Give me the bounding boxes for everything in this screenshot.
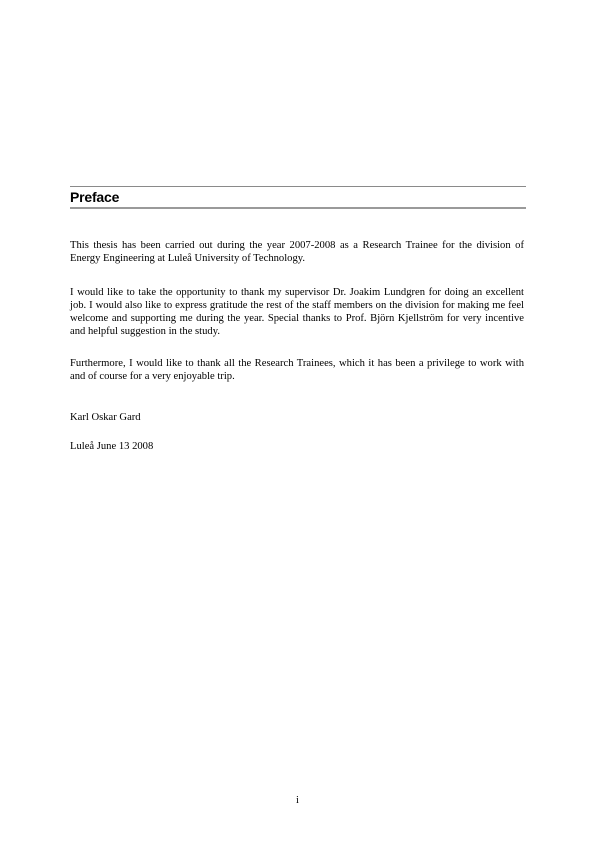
page-number: i bbox=[296, 795, 299, 806]
paragraph-acknowledgement: I would like to take the opportunity to thank my supervisor Dr. Joakim Lundgren for doing an excellent job. I would also like to express gratitude the rest of the staff members on the division for making me feel welcome and supporting me during the year. Special thanks to Prof. Björn Kjellström for very incentive and helpful suggestion in the study. bbox=[70, 287, 524, 337]
paragraph-intro: This thesis has been carried out during the year 2007-2008 as a Research Trainee for the division of Energy Engineering at Luleå University of Technology. bbox=[70, 240, 524, 264]
author-name: Karl Oskar Gard bbox=[70, 412, 141, 423]
place-date: Luleå June 13 2008 bbox=[70, 441, 154, 452]
page-title: Preface bbox=[70, 189, 120, 205]
heading-rule-bottom bbox=[70, 207, 526, 209]
paragraph-trainees: Furthermore, I would like to thank all the Research Trainees, which it has been a privilege to work with and of course for a very enjoyable trip. bbox=[70, 358, 524, 382]
heading-rule-top bbox=[70, 186, 526, 187]
